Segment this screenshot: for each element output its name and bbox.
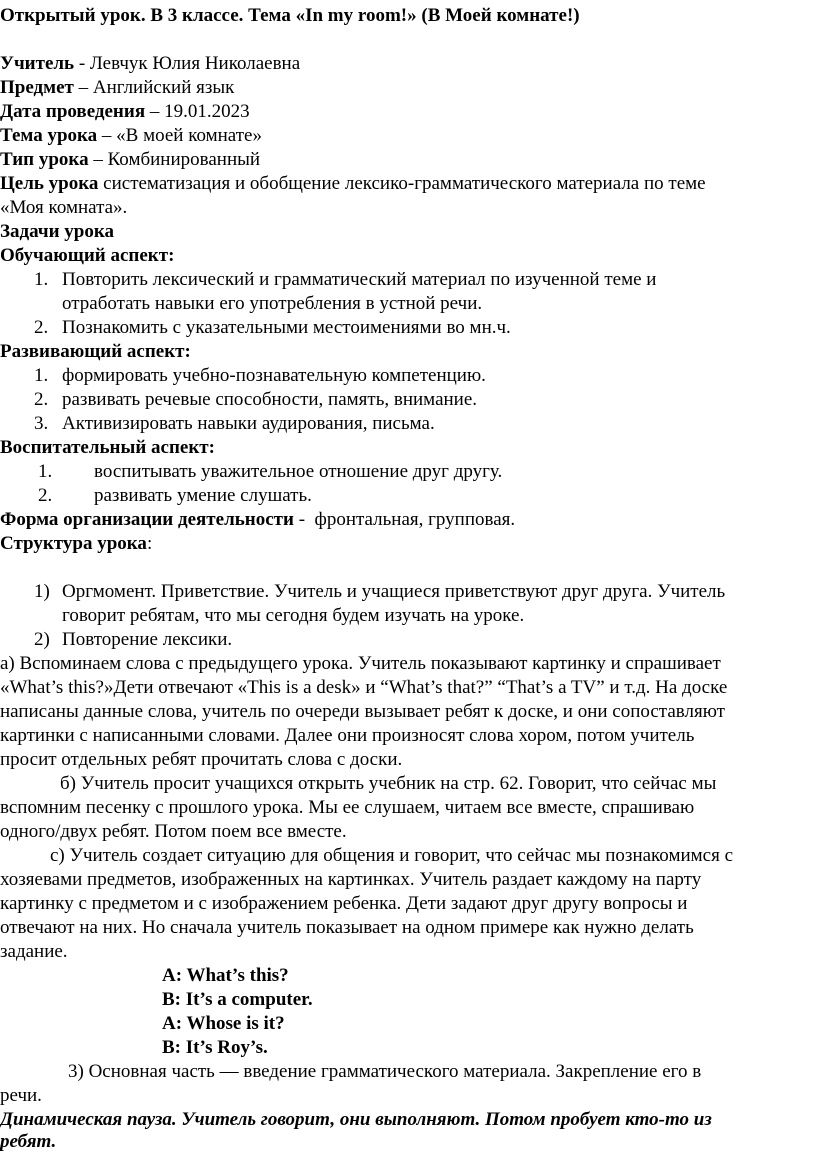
subject-line: Предмет – Английский язык <box>0 77 235 98</box>
tasks-heading: Задачи урока <box>0 221 115 242</box>
para-c-line: картинку с предметом и с изображением ребенка. Дети задают друг другу вопросы и <box>0 893 688 914</box>
list-item: 1. формировать учебно-познавательную компетенцию. <box>34 365 486 386</box>
para-b-line: б) Учитель просит учащихся открыть учебник на стр. 62. Говорит, что сейчас мы <box>60 773 717 794</box>
aspect-educational-heading: Воспитательный аспект: <box>0 437 215 458</box>
list-item: 1. воспитывать уважительное отношение друг другу. <box>38 461 503 482</box>
dynamic-pause-line-2: ребят. <box>0 1131 57 1152</box>
step3-line-2: речи. <box>0 1085 42 1106</box>
aspect-learning-heading: Обучающий аспект: <box>0 245 175 266</box>
type-line: Тип урока – Комбинированный <box>0 149 261 170</box>
para-a-line: картинки с написанными словами. Далее они произносят слова хором, потом учитель <box>0 725 695 746</box>
goal-line: Цель урока систематизация и обобщение лексико-грамматического материала по теме <box>0 173 706 194</box>
list-item: 1. Повторить лексический и грамматический материал по изученной теме и <box>34 269 657 290</box>
list-item: 3. Активизировать навыки аудирования, письма. <box>34 413 435 434</box>
goal-line-2: «Моя комната». <box>0 197 128 218</box>
doc-title: Открытый урок. В 3 классе. Тема «In my room!» (В Моей комнате!) <box>0 5 580 26</box>
form-line: Форма организации деятельности - фронтальная, групповая. <box>0 509 516 530</box>
step-item-cont: говорит ребятам, что мы сегодня будем изучать на уроке. <box>62 605 525 626</box>
step3-line: 3) Основная часть — введение грамматического материала. Закрепление его в <box>68 1061 702 1082</box>
structure-heading: Структура урока: <box>0 533 153 554</box>
step-item: 1) Оргмомент. Приветствие. Учитель и учащиеся приветствуют друг друга. Учитель <box>34 581 726 602</box>
date-line: Дата проведения – 19.01.2023 <box>0 101 250 122</box>
dialogue-line: B: It’s a computer. <box>162 989 313 1010</box>
para-a-line: а) Вспоминаем слова с предыдущего урока. Учитель показывают картинку и спрашивает <box>0 653 721 674</box>
list-item-cont: отработать навыки его употребления в устной речи. <box>62 293 483 314</box>
para-b-line: вспомним песенку с прошлого урока. Мы ее слушаем, читаем все вместе, спрашиваю <box>0 797 695 818</box>
para-a-line: просит отдельных ребят прочитать слова с доски. <box>0 749 403 770</box>
dialogue-line: B: It’s Roy’s. <box>162 1037 268 1058</box>
para-c-line: отвечают на них. Но сначала учитель показывает на одном примере как нужно делать <box>0 917 694 938</box>
list-item: 2. развивать речевые способности, память, внимание. <box>34 389 478 410</box>
teacher-line: Учитель - Левчук Юлия Николаевна <box>0 53 301 74</box>
dynamic-pause-line: Динамическая пауза. Учитель говорит, они выполняют. Потом пробует кто-то из <box>0 1109 712 1130</box>
para-c-line: хозяевами предметов, изображенных на картинках. Учитель раздает каждому на парту <box>0 869 702 890</box>
topic-line: Тема урока – «В моей комнате» <box>0 125 262 146</box>
list-item: 2. развивать умение слушать. <box>38 485 312 506</box>
aspect-developing-heading: Развивающий аспект: <box>0 341 191 362</box>
dialogue-line: A: Whose is it? <box>162 1013 285 1034</box>
list-item: 2. Познакомить с указательными местоимениями во мн.ч. <box>34 317 511 338</box>
para-c-line: с) Учитель создает ситуацию для общения и говорит, что сейчас мы познакомимся с <box>50 845 734 866</box>
dialogue-line: A: What’s this? <box>162 965 289 986</box>
step-item: 2) Повторение лексики. <box>34 629 233 650</box>
para-b-line: одного/двух ребят. Потом поем все вместе. <box>0 821 347 842</box>
para-a-line: «What’s this?»Дети отвечают «This is a desk» и “What’s that?” “That’s a TV” и т.д. На доске <box>0 677 728 698</box>
para-a-line: написаны данные слова, учитель по очереди вызывает ребят к доске, и они сопоставляют <box>0 701 725 722</box>
para-c-line: задание. <box>0 941 68 962</box>
